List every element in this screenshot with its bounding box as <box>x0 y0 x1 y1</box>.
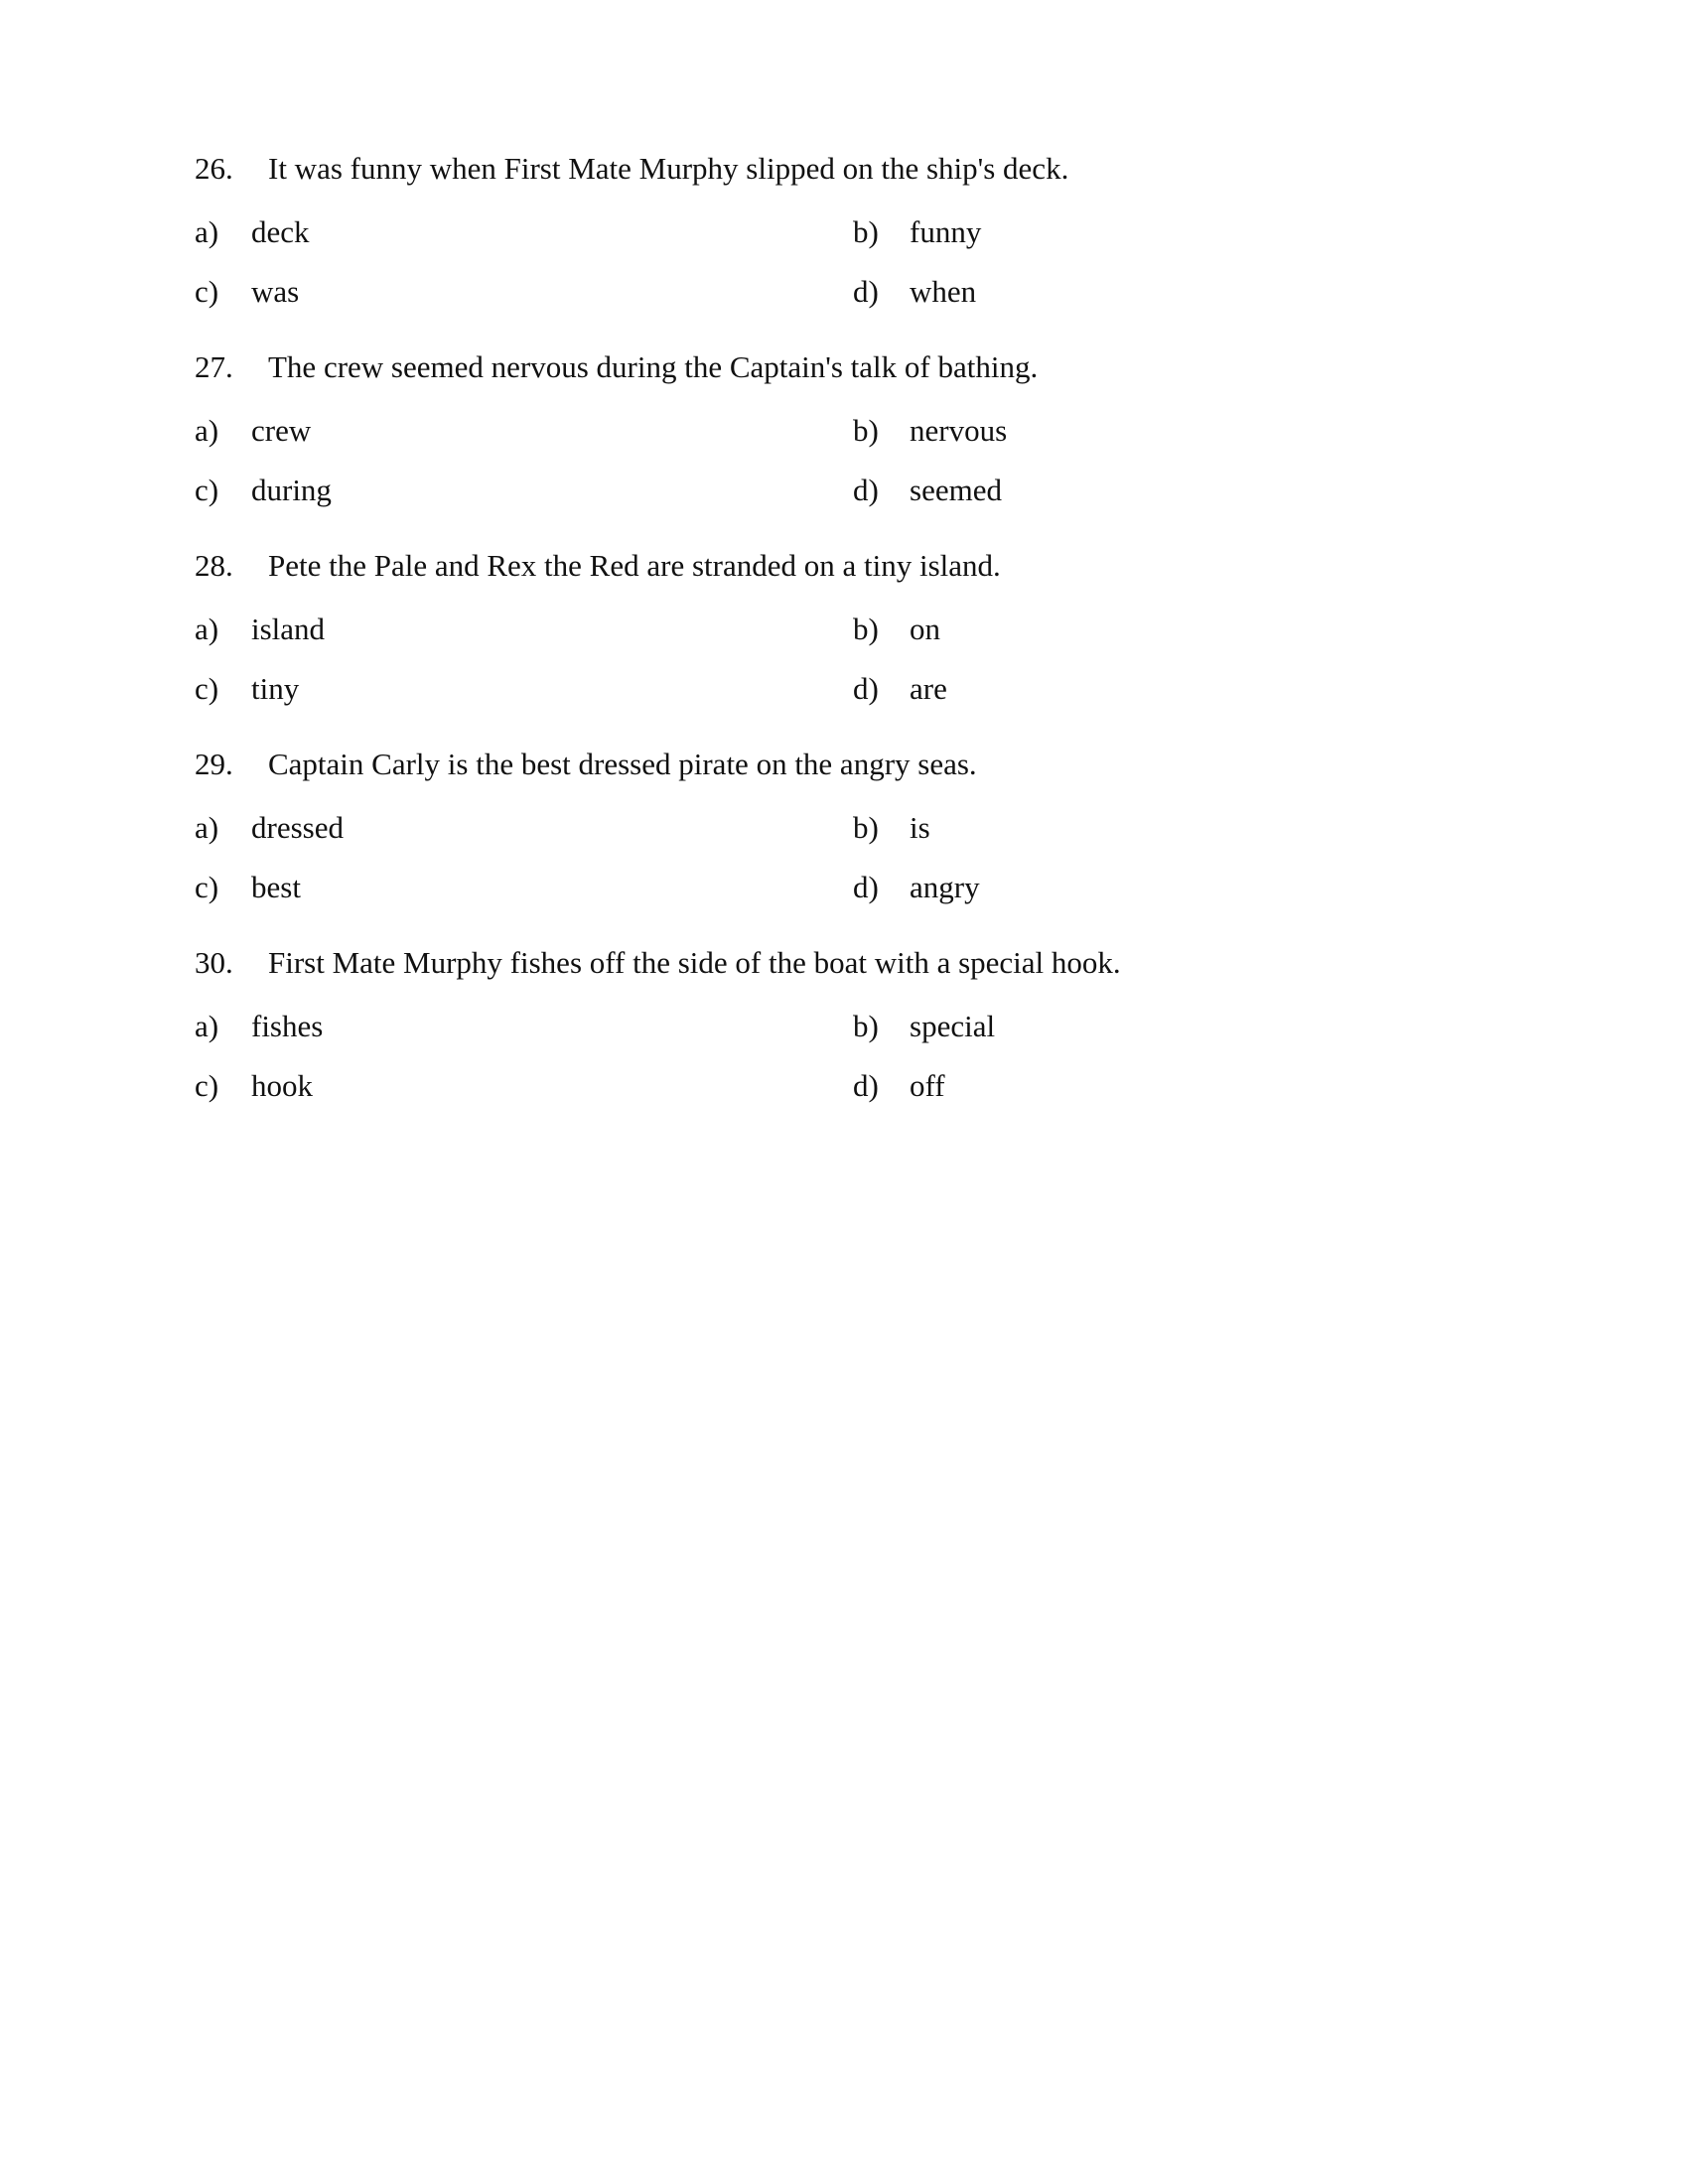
option-word: hook <box>251 1068 313 1103</box>
option-word: deck <box>251 214 310 249</box>
question-text: Captain Carly is the best dressed pirate on the angry seas. <box>268 747 977 781</box>
option-row <box>195 1002 1485 1061</box>
option-word: on <box>910 612 940 646</box>
option-word: nervous <box>910 413 1008 448</box>
option-letter: d) <box>853 1068 879 1103</box>
question-stem <box>195 342 1485 392</box>
option-letter: b) <box>853 612 879 646</box>
option-word: seemed <box>910 473 1002 507</box>
question-30 <box>195 938 1485 1121</box>
option-word: tiny <box>251 671 300 706</box>
question-number: 28. <box>195 548 233 583</box>
option-word: angry <box>910 870 980 904</box>
option-letter: a) <box>195 413 219 448</box>
option-row <box>195 803 1485 863</box>
option-row <box>195 863 1485 922</box>
question-stem <box>195 144 1485 194</box>
question-number: 26. <box>195 151 233 186</box>
option-letter: b) <box>853 1009 879 1043</box>
option-letter: a) <box>195 612 219 646</box>
option-letter: d) <box>853 870 879 904</box>
option-letter: d) <box>853 473 879 507</box>
option-word: island <box>251 612 326 646</box>
option-word: funny <box>910 214 982 249</box>
option-letter: c) <box>195 473 219 507</box>
question-text: It was funny when First Mate Murphy slipped on the ship's deck. <box>268 151 1069 186</box>
option-word: off <box>910 1068 945 1103</box>
option-word: when <box>910 274 977 309</box>
question-number: 30. <box>195 945 233 980</box>
option-word: fishes <box>251 1009 324 1043</box>
question-text: Pete the Pale and Rex the Red are stranded on a tiny island. <box>268 548 1001 583</box>
option-word: best <box>251 870 301 904</box>
option-word: is <box>910 810 930 845</box>
option-letter: a) <box>195 1009 219 1043</box>
option-row <box>195 267 1485 327</box>
option-row <box>195 466 1485 525</box>
question-stem <box>195 740 1485 789</box>
option-letter: b) <box>853 413 879 448</box>
question-text: The crew seemed nervous during the Captain's talk of bathing. <box>268 349 1039 384</box>
option-row <box>195 664 1485 724</box>
question-stem <box>195 938 1485 988</box>
option-row <box>195 1061 1485 1121</box>
question-number: 27. <box>195 349 233 384</box>
option-word: crew <box>251 413 312 448</box>
option-word: special <box>910 1009 996 1043</box>
option-word: are <box>910 671 947 706</box>
option-row <box>195 406 1485 466</box>
option-row <box>195 605 1485 664</box>
question-number: 29. <box>195 747 233 781</box>
question-29 <box>195 740 1485 922</box>
option-word: during <box>251 473 332 507</box>
option-letter: c) <box>195 671 219 706</box>
option-word: dressed <box>251 810 344 845</box>
option-letter: c) <box>195 870 219 904</box>
option-letter: c) <box>195 1068 219 1103</box>
question-27 <box>195 342 1485 525</box>
question-stem <box>195 541 1485 591</box>
option-letter: a) <box>195 214 219 249</box>
option-letter: b) <box>853 810 879 845</box>
option-letter: d) <box>853 671 879 706</box>
option-word: was <box>251 274 300 309</box>
question-26 <box>195 144 1485 327</box>
question-28 <box>195 541 1485 724</box>
option-letter: a) <box>195 810 219 845</box>
option-letter: d) <box>853 274 879 309</box>
option-letter: c) <box>195 274 219 309</box>
question-text: First Mate Murphy fishes off the side of the boat with a special hook. <box>268 945 1121 980</box>
option-row <box>195 207 1485 267</box>
option-letter: b) <box>853 214 879 249</box>
